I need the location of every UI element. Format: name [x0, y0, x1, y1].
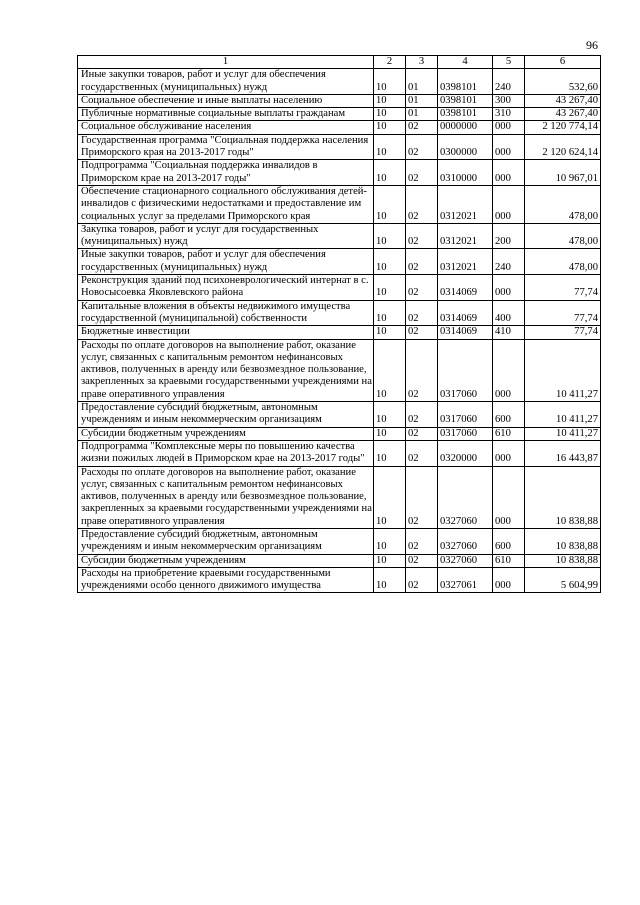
target-code-cell: 0310000 [438, 160, 493, 186]
table-row [78, 402, 601, 428]
target-code-cell: 0312021 [438, 249, 493, 275]
table-row [78, 440, 601, 466]
name-cell: Обеспечение стационарного социального обслуживания детей-инвалидов с физическими недостатками и предоставление им социальных услуг за пределами Приморского края [78, 185, 374, 223]
subsection-cell: 02 [406, 567, 438, 593]
target-code-cell: 0327060 [438, 466, 493, 528]
subsection-cell: 02 [406, 440, 438, 466]
amount-cell: 77,74 [525, 275, 601, 301]
target-code-cell: 0327060 [438, 554, 493, 567]
name-cell: Иные закупки товаров, работ и услуг для обеспечения государственных (муниципальных) нужд [78, 249, 374, 275]
expense-type-cell: 240 [493, 249, 525, 275]
section-cell: 10 [374, 185, 406, 223]
amount-cell: 10 967,01 [525, 160, 601, 186]
subsection-cell: 02 [406, 223, 438, 249]
table-row [78, 185, 601, 223]
amount-cell: 77,74 [525, 326, 601, 339]
name-cell: Предоставление субсидий бюджетным, автономным учреждениям и иным некоммерческим организациям [78, 402, 374, 428]
table-row [78, 427, 601, 440]
subsection-cell: 01 [406, 108, 438, 121]
table-row [78, 554, 601, 567]
expense-type-cell: 000 [493, 440, 525, 466]
subsection-cell: 01 [406, 94, 438, 107]
expense-type-cell: 300 [493, 94, 525, 107]
expense-type-cell: 410 [493, 326, 525, 339]
target-code-cell: 0312021 [438, 185, 493, 223]
header-col-2: 2 [374, 56, 406, 69]
table-row [78, 94, 601, 107]
section-cell: 10 [374, 528, 406, 554]
subsection-cell: 02 [406, 326, 438, 339]
section-cell: 10 [374, 94, 406, 107]
section-cell: 10 [374, 223, 406, 249]
name-cell: Реконструкция зданий под психоневрологический интернат в с. Новосысоевка Яковлевского района [78, 275, 374, 301]
table-row [78, 300, 601, 326]
header-row [78, 56, 601, 69]
amount-cell: 2 120 774,14 [525, 121, 601, 134]
expense-type-cell: 240 [493, 69, 525, 95]
expense-type-cell: 000 [493, 185, 525, 223]
name-cell: Расходы по оплате договоров на выполнение работ, оказание услуг, связанных с капитальным ремонтом нефинансовых активов, полученных в аренду или безвозмездное пользование, закрепленных за краевыми государственными учреждениями на праве оперативного управления [78, 339, 374, 401]
amount-cell: 43 267,40 [525, 108, 601, 121]
table-row [78, 108, 601, 121]
subsection-cell: 02 [406, 249, 438, 275]
expense-type-cell: 400 [493, 300, 525, 326]
name-cell: Подпрограмма "Комплексные меры по повышению качества жизни пожилых людей в Приморском крае на 2013-2017 годы" [78, 440, 374, 466]
name-cell: Публичные нормативные социальные выплаты гражданам [78, 108, 374, 121]
table-row [78, 223, 601, 249]
section-cell: 10 [374, 160, 406, 186]
expense-type-cell: 600 [493, 402, 525, 428]
target-code-cell: 0317060 [438, 427, 493, 440]
subsection-cell: 02 [406, 185, 438, 223]
target-code-cell: 0398101 [438, 94, 493, 107]
target-code-cell: 0314069 [438, 326, 493, 339]
target-code-cell: 0300000 [438, 134, 493, 160]
expense-type-cell: 000 [493, 339, 525, 401]
table-row [78, 121, 601, 134]
table-row [78, 326, 601, 339]
subsection-cell: 02 [406, 300, 438, 326]
name-cell: Капитальные вложения в объекты недвижимого имущества государственной (муниципальной) собственности [78, 300, 374, 326]
section-cell: 10 [374, 249, 406, 275]
expense-type-cell: 200 [493, 223, 525, 249]
target-code-cell: 0312021 [438, 223, 493, 249]
subsection-cell: 02 [406, 275, 438, 301]
target-code-cell: 0398101 [438, 108, 493, 121]
expense-type-cell: 310 [493, 108, 525, 121]
section-cell: 10 [374, 108, 406, 121]
amount-cell: 10 838,88 [525, 554, 601, 567]
header-col-4: 4 [438, 56, 493, 69]
header-col-5: 5 [493, 56, 525, 69]
name-cell: Бюджетные инвестиции [78, 326, 374, 339]
amount-cell: 10 838,88 [525, 528, 601, 554]
table-row [78, 339, 601, 401]
amount-cell: 77,74 [525, 300, 601, 326]
subsection-cell: 02 [406, 134, 438, 160]
name-cell: Расходы по оплате договоров на выполнение работ, оказание услуг, связанных с капитальным ремонтом нефинансовых активов, полученных в аренду или безвозмездное пользование, закрепленных за краевыми государственными учреждениями на праве оперативного управления [78, 466, 374, 528]
amount-cell: 5 604,99 [525, 567, 601, 593]
amount-cell: 478,00 [525, 249, 601, 275]
section-cell: 10 [374, 275, 406, 301]
target-code-cell: 0317060 [438, 339, 493, 401]
name-cell: Расходы на приобретение краевыми государственными учреждениями особо ценного движимого имущества [78, 567, 374, 593]
section-cell: 10 [374, 134, 406, 160]
name-cell: Социальное обслуживание населения [78, 121, 374, 134]
subsection-cell: 02 [406, 402, 438, 428]
subsection-cell: 02 [406, 427, 438, 440]
table-body [78, 69, 601, 593]
expense-type-cell: 000 [493, 567, 525, 593]
table-row [78, 134, 601, 160]
expense-type-cell: 000 [493, 121, 525, 134]
expense-type-cell: 610 [493, 427, 525, 440]
section-cell: 10 [374, 402, 406, 428]
table-row [78, 69, 601, 95]
target-code-cell: 0314069 [438, 275, 493, 301]
subsection-cell: 02 [406, 466, 438, 528]
table-row [78, 567, 601, 593]
target-code-cell: 0398101 [438, 69, 493, 95]
expense-type-cell: 610 [493, 554, 525, 567]
section-cell: 10 [374, 339, 406, 401]
name-cell: Предоставление субсидий бюджетным, автономным учреждениям и иным некоммерческим организациям [78, 528, 374, 554]
subsection-cell: 02 [406, 528, 438, 554]
amount-cell: 10 411,27 [525, 339, 601, 401]
header-col-1: 1 [78, 56, 374, 69]
table-row [78, 275, 601, 301]
name-cell: Субсидии бюджетным учреждениям [78, 427, 374, 440]
name-cell: Подпрограмма "Социальная поддержка инвалидов в Приморском крае на 2013-2017 годы" [78, 160, 374, 186]
section-cell: 10 [374, 567, 406, 593]
header-col-3: 3 [406, 56, 438, 69]
subsection-cell: 02 [406, 339, 438, 401]
name-cell: Закупка товаров, работ и услуг для государственных (муниципальных) нужд [78, 223, 374, 249]
section-cell: 10 [374, 69, 406, 95]
section-cell: 10 [374, 554, 406, 567]
page-number: 96 [586, 38, 598, 52]
name-cell: Социальное обеспечение и иные выплаты населению [78, 94, 374, 107]
amount-cell: 10 411,27 [525, 427, 601, 440]
table-row [78, 160, 601, 186]
expense-type-cell: 000 [493, 134, 525, 160]
amount-cell: 10 411,27 [525, 402, 601, 428]
expense-type-cell: 000 [493, 275, 525, 301]
section-cell: 10 [374, 440, 406, 466]
table-row [78, 466, 601, 528]
name-cell: Иные закупки товаров, работ и услуг для обеспечения государственных (муниципальных) нужд [78, 69, 374, 95]
target-code-cell: 0327060 [438, 528, 493, 554]
target-code-cell: 0320000 [438, 440, 493, 466]
target-code-cell: 0314069 [438, 300, 493, 326]
amount-cell: 478,00 [525, 185, 601, 223]
section-cell: 10 [374, 300, 406, 326]
table-row [78, 249, 601, 275]
section-cell: 10 [374, 121, 406, 134]
table-row [78, 528, 601, 554]
amount-cell: 478,00 [525, 223, 601, 249]
subsection-cell: 02 [406, 121, 438, 134]
expense-type-cell: 600 [493, 528, 525, 554]
subsection-cell: 02 [406, 554, 438, 567]
header-col-6: 6 [525, 56, 601, 69]
amount-cell: 2 120 624,14 [525, 134, 601, 160]
amount-cell: 43 267,40 [525, 94, 601, 107]
expense-type-cell: 000 [493, 160, 525, 186]
target-code-cell: 0317060 [438, 402, 493, 428]
budget-table [77, 55, 601, 593]
amount-cell: 16 443,87 [525, 440, 601, 466]
target-code-cell: 0327061 [438, 567, 493, 593]
subsection-cell: 02 [406, 160, 438, 186]
section-cell: 10 [374, 326, 406, 339]
target-code-cell: 0000000 [438, 121, 493, 134]
expense-type-cell: 000 [493, 466, 525, 528]
amount-cell: 10 838,88 [525, 466, 601, 528]
name-cell: Субсидии бюджетным учреждениям [78, 554, 374, 567]
section-cell: 10 [374, 466, 406, 528]
section-cell: 10 [374, 427, 406, 440]
name-cell: Государственная программа "Социальная поддержка населения Приморского края на 2013-2017 годы" [78, 134, 374, 160]
amount-cell: 532,60 [525, 69, 601, 95]
subsection-cell: 01 [406, 69, 438, 95]
